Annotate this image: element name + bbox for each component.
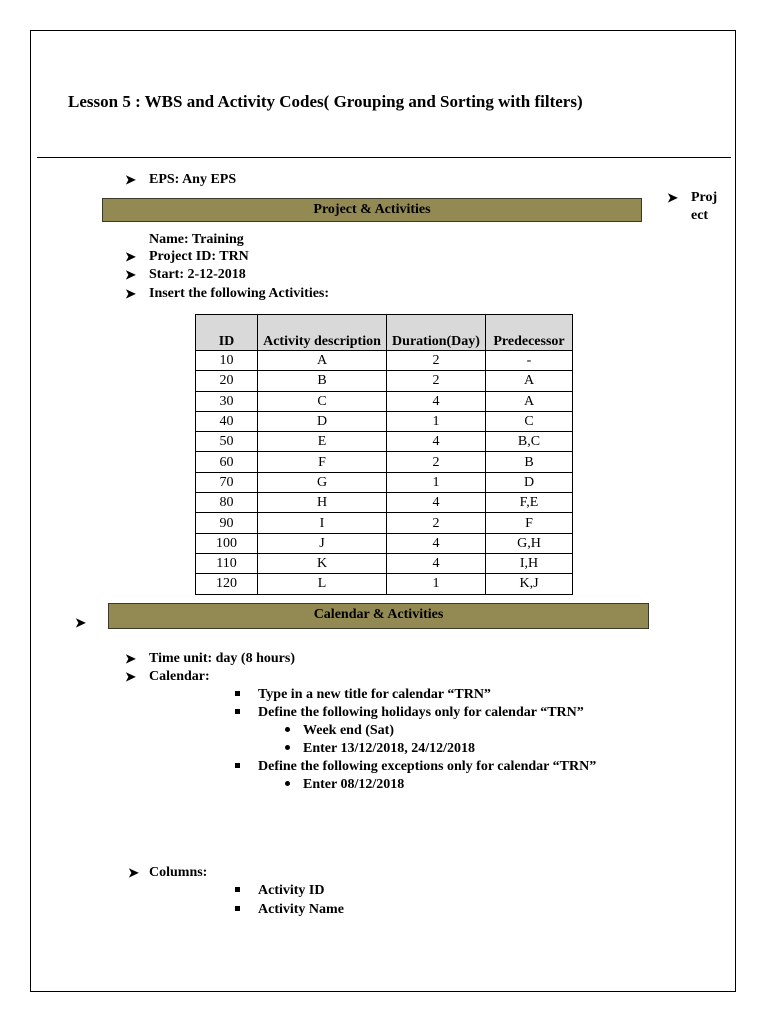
arrow-bullet-icon: ➤ (125, 651, 136, 666)
cell-activity-description: L (258, 574, 387, 594)
table-row (196, 391, 573, 411)
cell-predecessor: C (486, 411, 573, 431)
cell-duration: 4 (387, 493, 486, 513)
table-row (196, 351, 573, 371)
cell-predecessor: A (486, 391, 573, 411)
table-row (196, 411, 573, 431)
cell-duration: 2 (387, 371, 486, 391)
project-id: Project ID: TRN (149, 249, 249, 264)
cell-duration: 1 (387, 472, 486, 492)
project-start: Start: 2-12-2018 (149, 267, 246, 282)
arrow-bullet-icon: ➤ (125, 669, 136, 684)
table-row (196, 533, 573, 553)
square-bullet-icon (235, 906, 240, 911)
cell-id: 100 (196, 533, 258, 553)
cell-duration: 1 (387, 411, 486, 431)
table-row (196, 574, 573, 594)
cell-predecessor: I,H (486, 553, 573, 573)
insert-activities-line: Insert the following Activities: (149, 286, 330, 301)
cell-duration: 4 (387, 391, 486, 411)
table-row (196, 452, 573, 472)
calendar-label: Calendar: (149, 669, 210, 684)
holiday-dates: Enter 13/12/2018, 24/12/2018 (303, 741, 476, 756)
eps-line: EPS: Any EPS (149, 172, 237, 187)
column-activity-id: Activity ID (258, 883, 325, 898)
activities-table (195, 314, 573, 595)
section-header-project-activities: Project & Activities (102, 198, 642, 222)
cell-activity-description: A (258, 351, 387, 371)
column-activity-name: Activity Name (258, 902, 344, 917)
table-row (196, 553, 573, 573)
arrow-bullet-icon: ➤ (75, 615, 86, 630)
round-bullet-icon (285, 781, 290, 786)
cell-duration: 1 (387, 574, 486, 594)
table-row (196, 472, 573, 492)
arrow-bullet-icon: ➤ (125, 249, 136, 264)
cell-activity-description: H (258, 493, 387, 513)
arrow-bullet-icon: ➤ (128, 865, 139, 880)
cell-predecessor: F,E (486, 493, 573, 513)
calendar-item-exceptions: Define the following exceptions only for calendar “TRN” (258, 759, 597, 774)
header-id: ID (196, 315, 258, 351)
cell-id: 70 (196, 472, 258, 492)
round-bullet-icon (285, 745, 290, 750)
cell-id: 120 (196, 574, 258, 594)
cell-id: 20 (196, 371, 258, 391)
cell-duration: 4 (387, 432, 486, 452)
calendar-item-holidays: Define the following holidays only for calendar “TRN” (258, 705, 584, 720)
header-predecessor: Predecessor (486, 315, 573, 351)
arrow-bullet-icon: ➤ (125, 172, 136, 187)
arrow-bullet-icon: ➤ (667, 190, 678, 205)
holiday-weekend: Week end (Sat) (303, 723, 394, 738)
lesson-title: Lesson 5 : WBS and Activity Codes( Grouping and Sorting with filters) (68, 92, 583, 111)
table-row (196, 432, 573, 452)
cell-activity-description: G (258, 472, 387, 492)
square-bullet-icon (235, 691, 240, 696)
exception-date: Enter 08/12/2018 (303, 777, 405, 792)
table-header-row (196, 315, 573, 351)
cell-duration: 2 (387, 351, 486, 371)
cell-predecessor: K,J (486, 574, 573, 594)
arrow-bullet-icon: ➤ (125, 267, 136, 282)
square-bullet-icon (235, 887, 240, 892)
cell-predecessor: - (486, 351, 573, 371)
table-row (196, 493, 573, 513)
cell-activity-description: K (258, 553, 387, 573)
cell-activity-description: I (258, 513, 387, 533)
time-unit-line: Time unit: day (8 hours) (149, 651, 295, 666)
cell-duration: 2 (387, 513, 486, 533)
project-name: Name: Training (149, 232, 244, 247)
cell-predecessor: A (486, 371, 573, 391)
cell-id: 90 (196, 513, 258, 533)
cell-duration: 4 (387, 553, 486, 573)
cell-activity-description: J (258, 533, 387, 553)
cell-duration: 4 (387, 533, 486, 553)
cell-predecessor: B,C (486, 432, 573, 452)
cell-id: 50 (196, 432, 258, 452)
calendar-item-title: Type in a new title for calendar “TRN” (258, 687, 491, 702)
square-bullet-icon (235, 763, 240, 768)
cell-id: 110 (196, 553, 258, 573)
side-note-line2: ect (691, 208, 709, 223)
cell-activity-description: E (258, 432, 387, 452)
cell-id: 30 (196, 391, 258, 411)
cell-activity-description: B (258, 371, 387, 391)
title-divider (37, 157, 731, 158)
header-activity-description: Activity description (258, 315, 387, 351)
side-note-line1: Proj (691, 190, 718, 205)
cell-id: 80 (196, 493, 258, 513)
columns-label: Columns: (149, 865, 208, 880)
arrow-bullet-icon: ➤ (125, 286, 136, 301)
section-header-calendar-activities: Calendar & Activities (108, 603, 649, 629)
cell-id: 40 (196, 411, 258, 431)
round-bullet-icon (285, 727, 290, 732)
cell-predecessor: G,H (486, 533, 573, 553)
header-duration: Duration(Day) (387, 315, 486, 351)
table-row (196, 371, 573, 391)
square-bullet-icon (235, 709, 240, 714)
cell-predecessor: D (486, 472, 573, 492)
cell-activity-description: F (258, 452, 387, 472)
table-row (196, 513, 573, 533)
cell-predecessor: F (486, 513, 573, 533)
cell-id: 10 (196, 351, 258, 371)
cell-activity-description: D (258, 411, 387, 431)
cell-activity-description: C (258, 391, 387, 411)
cell-predecessor: B (486, 452, 573, 472)
cell-duration: 2 (387, 452, 486, 472)
cell-id: 60 (196, 452, 258, 472)
